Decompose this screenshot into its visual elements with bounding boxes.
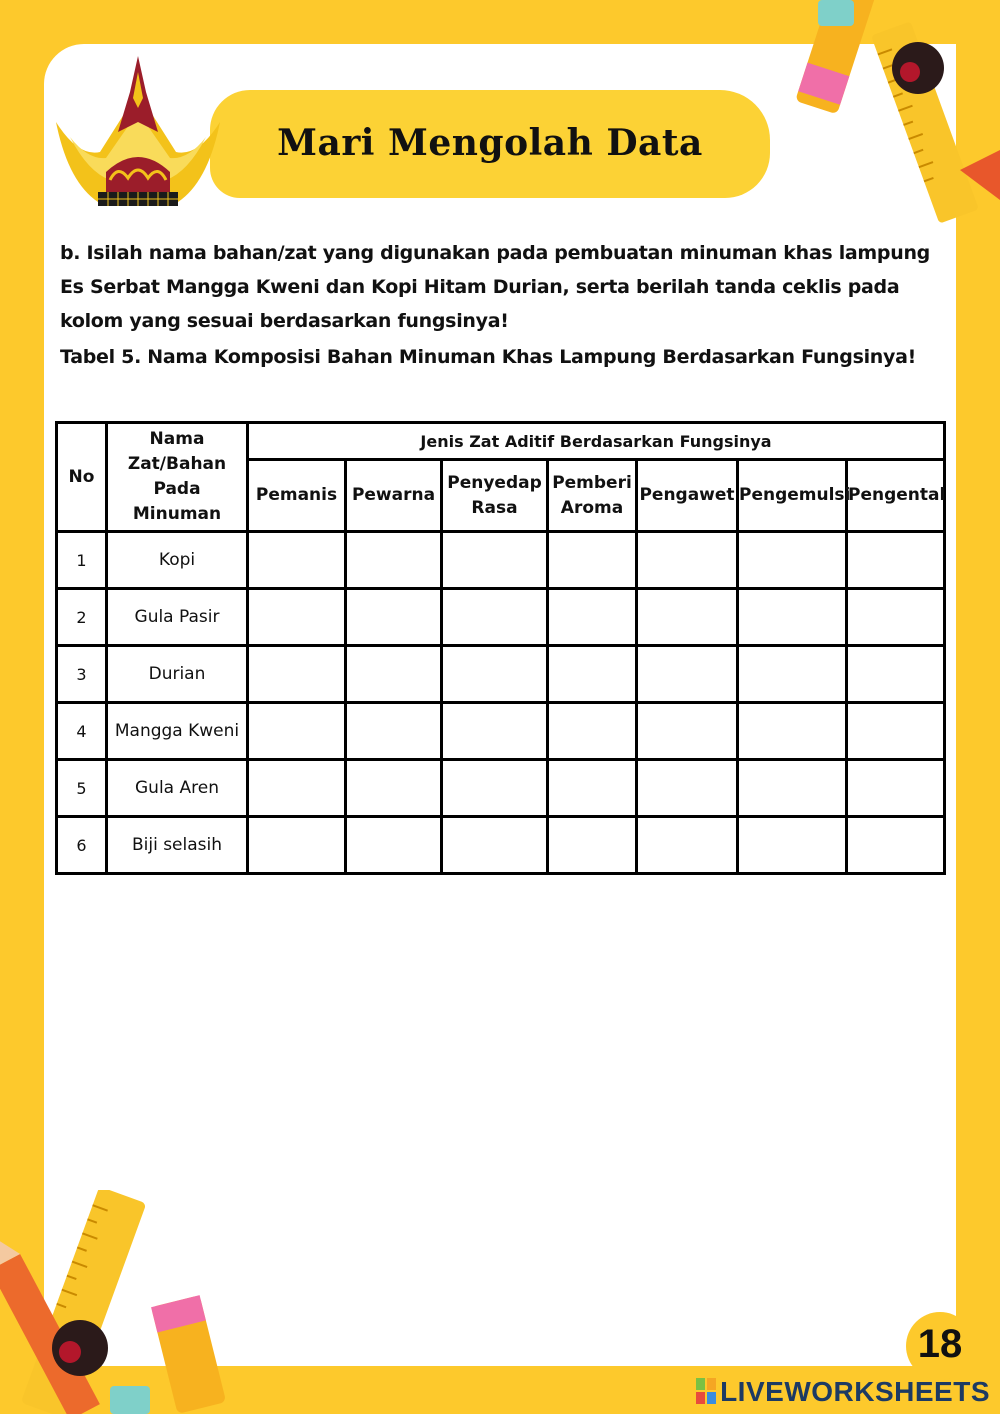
check-cell[interactable] bbox=[548, 589, 637, 646]
check-cell[interactable] bbox=[548, 703, 637, 760]
check-cell[interactable] bbox=[847, 760, 945, 817]
check-cell[interactable] bbox=[738, 532, 847, 589]
table-row bbox=[57, 703, 945, 760]
check-cell[interactable] bbox=[637, 589, 738, 646]
ingredient-name: Biji selasih bbox=[107, 817, 248, 874]
check-cell[interactable] bbox=[637, 760, 738, 817]
column-header-function: Pengawet bbox=[637, 460, 738, 532]
check-cell[interactable] bbox=[442, 532, 548, 589]
pencil-ruler-bottom-decoration-icon bbox=[0, 1190, 230, 1414]
check-cell[interactable] bbox=[738, 589, 847, 646]
table-row bbox=[57, 817, 945, 874]
check-cell[interactable] bbox=[847, 589, 945, 646]
check-cell[interactable] bbox=[738, 817, 847, 874]
check-cell[interactable] bbox=[442, 589, 548, 646]
check-cell[interactable] bbox=[442, 760, 548, 817]
ingredient-name: Gula Pasir bbox=[107, 589, 248, 646]
check-cell[interactable] bbox=[248, 532, 346, 589]
check-cell[interactable] bbox=[548, 817, 637, 874]
row-number: 4 bbox=[57, 703, 107, 760]
check-cell[interactable] bbox=[248, 817, 346, 874]
ingredient-name: Durian bbox=[107, 646, 248, 703]
table-row bbox=[57, 760, 945, 817]
check-cell[interactable] bbox=[847, 703, 945, 760]
row-number: 3 bbox=[57, 646, 107, 703]
ingredient-name: Gula Aren bbox=[107, 760, 248, 817]
column-header-function: Pemberi Aroma bbox=[548, 460, 637, 532]
check-cell[interactable] bbox=[346, 703, 442, 760]
liveworksheets-logo[interactable] bbox=[696, 1376, 990, 1408]
row-number: 1 bbox=[57, 532, 107, 589]
additive-function-table bbox=[55, 421, 946, 875]
check-cell[interactable] bbox=[637, 646, 738, 703]
column-group-header: Jenis Zat Aditif Berdasarkan Fungsinya bbox=[248, 423, 945, 460]
ingredient-name: Kopi bbox=[107, 532, 248, 589]
check-cell[interactable] bbox=[548, 646, 637, 703]
column-header-function: Pengemulsi bbox=[738, 460, 847, 532]
check-cell[interactable] bbox=[346, 760, 442, 817]
check-cell[interactable] bbox=[248, 703, 346, 760]
check-cell[interactable] bbox=[637, 703, 738, 760]
table-row bbox=[57, 589, 945, 646]
check-cell[interactable] bbox=[346, 817, 442, 874]
check-cell[interactable] bbox=[248, 589, 346, 646]
siger-crown-icon bbox=[48, 52, 228, 222]
footer-brand-text: LIVEWORKSHEETS bbox=[720, 1376, 990, 1407]
check-cell[interactable] bbox=[248, 646, 346, 703]
column-header-function: Penyedap Rasa bbox=[442, 460, 548, 532]
row-number: 5 bbox=[57, 760, 107, 817]
check-cell[interactable] bbox=[847, 646, 945, 703]
check-cell[interactable] bbox=[346, 532, 442, 589]
check-cell[interactable] bbox=[346, 646, 442, 703]
column-header-no: No bbox=[57, 423, 107, 532]
check-cell[interactable] bbox=[847, 817, 945, 874]
check-cell[interactable] bbox=[637, 532, 738, 589]
check-cell[interactable] bbox=[637, 817, 738, 874]
table-caption: Tabel 5. Nama Komposisi Bahan Minuman Khas Lampung Berdasarkan Fungsinya! bbox=[60, 346, 916, 368]
check-cell[interactable] bbox=[442, 703, 548, 760]
check-cell[interactable] bbox=[248, 760, 346, 817]
check-cell[interactable] bbox=[442, 817, 548, 874]
check-cell[interactable] bbox=[738, 760, 847, 817]
check-cell[interactable] bbox=[548, 760, 637, 817]
pencil-ruler-top-decoration-icon bbox=[770, 0, 1000, 230]
check-cell[interactable] bbox=[346, 589, 442, 646]
liveworksheets-logo-icon bbox=[696, 1378, 716, 1404]
column-header-function: Pemanis bbox=[248, 460, 346, 532]
ingredient-name: Mangga Kweni bbox=[107, 703, 248, 760]
page-number: 18 bbox=[906, 1312, 974, 1380]
column-header-name: Nama Zat/Bahan Pada Minuman bbox=[107, 423, 248, 532]
check-cell[interactable] bbox=[548, 532, 637, 589]
column-header-function: Pengental bbox=[847, 460, 945, 532]
check-cell[interactable] bbox=[442, 646, 548, 703]
table-row bbox=[57, 646, 945, 703]
row-number: 2 bbox=[57, 589, 107, 646]
check-cell[interactable] bbox=[738, 703, 847, 760]
column-header-function: Pewarna bbox=[346, 460, 442, 532]
row-number: 6 bbox=[57, 817, 107, 874]
table-row bbox=[57, 532, 945, 589]
check-cell[interactable] bbox=[738, 646, 847, 703]
instruction-text: b. Isilah nama bahan/zat yang digunakan pada pembuatan minuman khas lampung Es Serbat Mangga Kweni dan Kopi Hitam Durian, serta berilah tanda ceklis pada kolom yang sesuai berdasarkan fungsinya! bbox=[60, 242, 930, 332]
check-cell[interactable] bbox=[847, 532, 945, 589]
page-title: Mari Mengolah Data bbox=[277, 122, 703, 164]
